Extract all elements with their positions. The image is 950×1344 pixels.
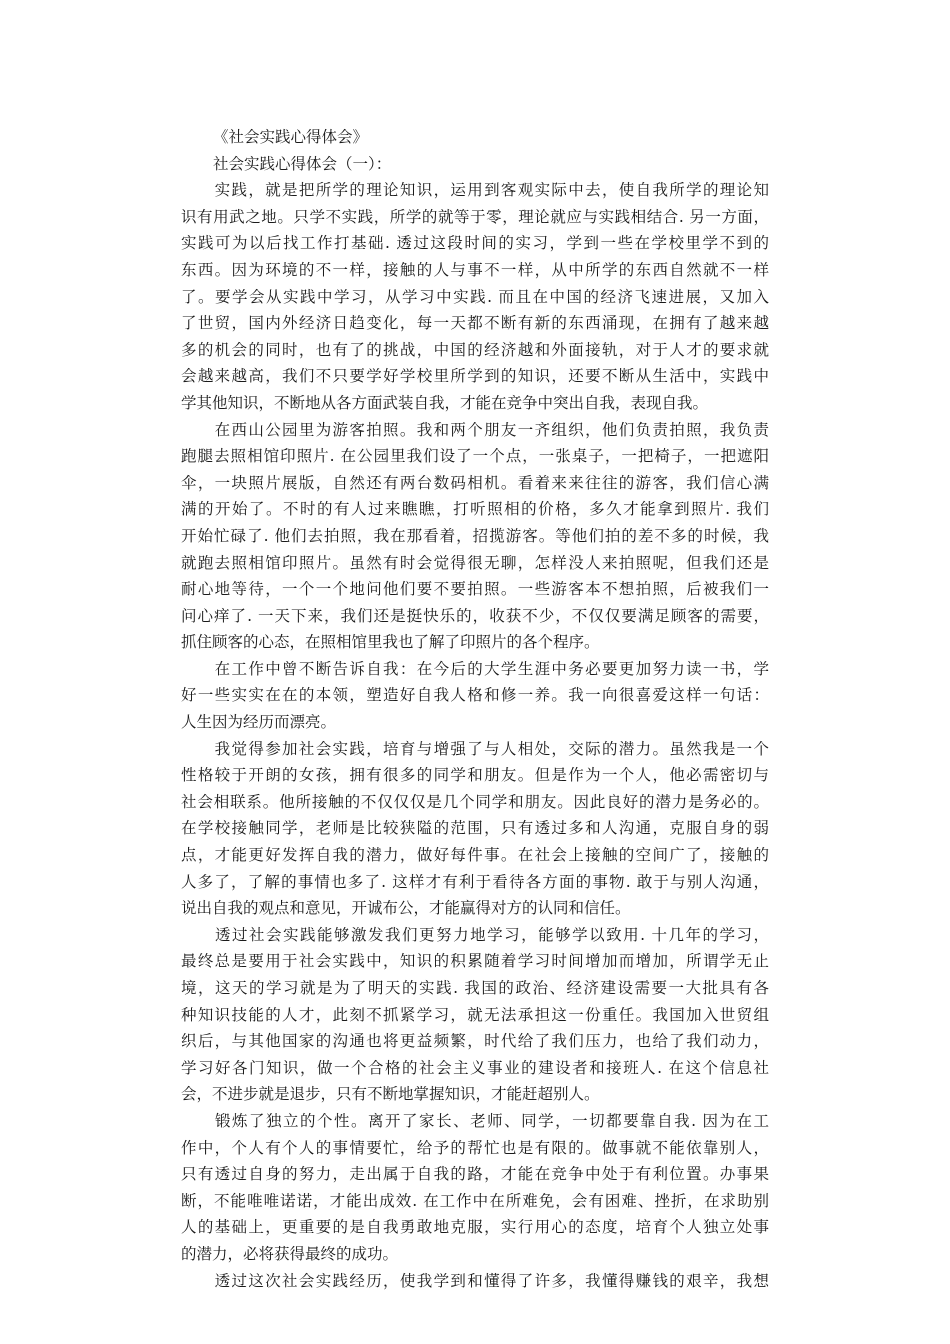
paragraph: [181, 736, 769, 922]
paragraph-line: 说出自我的观点和意见，开诚布公，才能赢得对方的认同和信任。: [181, 899, 631, 918]
paragraph-line: 断，不能唯唯诺诺，才能出成效. 在工作中在所难免，会有困难、挫折，在求助别: [181, 1191, 769, 1210]
paragraph-line: 问心痒了. 一天下来，我们还是挺快乐的，收获不少，不仅仅要满足顾客的需要，: [181, 606, 769, 625]
paragraph-line: 开始忙碌了. 他们去拍照，我在那看着，招揽游客。等他们拍的差不多的时候，我: [181, 526, 769, 545]
paragraph-line: 实践，就是把所学的理论知识，运用到客观实际中去，使自我所学的理论知: [181, 181, 769, 200]
paragraph-line: 识有用武之地。只学不实践，所学的就等于零，理论就应与实践相结合. 另一方面，: [181, 207, 769, 226]
paragraph-line: 作中，个人有个人的事情要忙，给予的帮忙也是有限的。做事就不能依靠别人，: [181, 1138, 769, 1157]
paragraph-line: 人的基础上，更重要的是自我勇敢地克服，实行用心的态度，培育个人独立处事: [181, 1218, 769, 1237]
paragraph-line: 就跑去照相馆印照片。虽然有时会觉得很无聊，怎样没人来拍照呢，但我们还是: [181, 553, 769, 572]
paragraph-line: 只有透过自身的努力，走出属于自我的路，才能在竞争中处于有利位置。办事果: [181, 1165, 769, 1184]
paragraph-line: 实践可为以后找工作打基础. 透过这段时间的实习，学到一些在学校里学不到的: [181, 234, 769, 253]
paragraph-line: 我觉得参加社会实践，培育与增强了与人相处，交际的潜力。虽然我是一个: [181, 739, 769, 758]
paragraph-line: 多的机会的同时，也有了的挑战，中国的经济越和外面接轨，对于人才的要求就: [181, 340, 769, 359]
paragraph-line: 东西。因为环境的不一样，接触的人与事不一样，从中所学的东西自然就不一样: [181, 260, 769, 279]
document-body: [181, 124, 769, 1294]
paragraph-line: 学其他知识，不断地从各方面武装自我，才能在竞争中突出自我，表现自我。: [181, 393, 709, 412]
paragraph-line: 会，不进步就是退步，只有不断地掌握知识，才能赶超别人。: [181, 1085, 600, 1104]
document-subtitle: 社会实践心得体会（一）：: [213, 154, 392, 173]
paragraph: [181, 177, 769, 416]
paragraph-line: 透过社会实践能够激发我们更努力地学习，能够学以致用. 十几年的学习，: [181, 925, 769, 944]
paragraph-line: 在西山公园里为游客拍照。我和两个朋友一齐组织，他们负责拍照，我负责: [181, 420, 769, 439]
paragraph-line: 抓住顾客的心态，在照相馆里我也了解了印照片的各个程序。: [181, 633, 600, 652]
paragraph-line: 最终总是要用于社会实践中，知识的积累随着学习时间增加而增加，所谓学无止: [181, 952, 769, 971]
paragraph-line: 性格较于开朗的女孩，拥有很多的同学和朋友。但是作为一个人，他必需密切与: [181, 766, 769, 785]
paragraph-line: 了。要学会从实践中学习，从学习中实践. 而且在中国的经济飞速进展，又加入: [181, 287, 769, 306]
paragraph-line: 耐心地等待，一个一个地问他们要不要拍照。一些游客本不想拍照，后被我们一: [181, 580, 769, 599]
paragraph-line: 会越来越高，我们不只要学好学校里所学到的知识，还要不断从生活中，实践中: [181, 367, 769, 386]
paragraph: [181, 922, 769, 1108]
paragraph-line: 境，这天的学习就是为了明天的实践. 我国的政治、经济建设需要一大批具有各: [181, 979, 769, 997]
paragraph-line: 点，才能更好发挥自我的潜力，做好每件事。在社会上接触的空间广了，接触的: [181, 846, 769, 865]
paragraph-line: 织后，与其他国家的沟通也将更益频繁，时代给了我们压力，也给了我们动力，: [181, 1032, 769, 1051]
paragraph-line: 锻炼了独立的个性。离开了家长、老师、同学，一切都要靠自我. 因为在工: [181, 1111, 769, 1130]
paragraph-line: 种知识技能的人才，此刻不抓紧学习，就无法承担这一份重任。我国加入世贸组: [181, 1005, 769, 1024]
paragraph: [181, 1108, 769, 1268]
paragraph: [181, 417, 769, 656]
paragraph-container: [181, 177, 769, 1294]
paragraph: [181, 1268, 769, 1295]
paragraph-line: 的潜力，必将获得最终的成功。: [181, 1244, 399, 1263]
paragraph-line: 了世贸，国内外经济日趋变化，每一天都不断有新的东西涌现，在拥有了越来越: [181, 314, 769, 333]
paragraph-line: 跑腿去照相馆印照片. 在公园里我们设了一个点，一张桌子，一把椅子，一把遮阳: [181, 447, 769, 466]
paragraph-line: 满的开始了。不时的有人过来瞧瞧，打听照相的价格，多久才能拿到照片. 我们: [181, 500, 769, 519]
paragraph-line: 在工作中曾不断告诉自我：在今后的大学生涯中务必要更加努力读一书，学: [181, 659, 769, 678]
paragraph-line: 好一些实实在在的本领，塑造好自我人格和修一养。我一向很喜爱这样一句话：: [181, 686, 769, 705]
paragraph: [181, 656, 769, 736]
document-title: 《社会实践心得体会》: [213, 128, 369, 146]
paragraph-line: 人生因为经历而漂亮。: [181, 713, 337, 732]
paragraph-line: 在学校接触同学，老师是比较狭隘的范围，只有透过多和人沟通，克服自身的弱: [181, 819, 769, 838]
paragraph-line: 人多了，了解的事情也多了. 这样才有利于看待各方面的事物. 敢于与别人沟通，: [181, 872, 769, 891]
paragraph-line: 社会相联系。他所接触的不仅仅仅是几个同学和朋友。因此良好的潜力是务必的。: [181, 792, 769, 811]
paragraph-line: 透过这次社会实践经历，使我学到和懂得了许多，我懂得赚钱的艰辛，我想: [181, 1271, 769, 1290]
paragraph-line: 学习好各门知识，做一个合格的社会主义事业的建设者和接班人. 在这个信息社: [181, 1058, 769, 1077]
paragraph-line: 伞，一块照片展版，自然还有两台数码相机。看着来来往往的游客，我们信心满: [181, 473, 769, 492]
